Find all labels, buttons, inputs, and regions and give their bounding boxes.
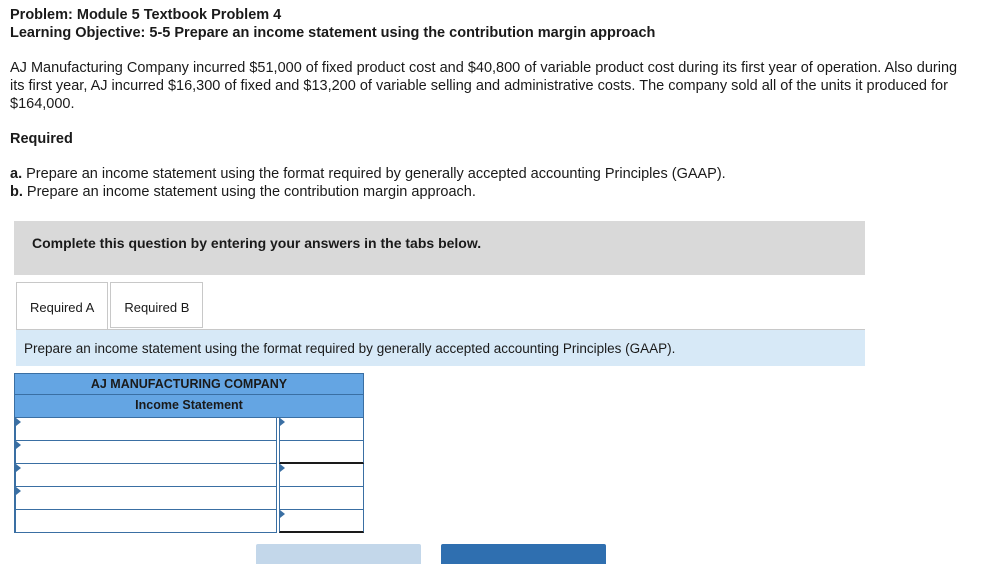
row-label-cell <box>14 510 277 533</box>
row-amount-cell <box>279 441 364 464</box>
tab-required-b[interactable]: Required B <box>110 282 203 328</box>
requirement-tabs <box>16 282 203 329</box>
row-label-cell <box>14 487 277 510</box>
next-tab-button[interactable] <box>441 544 606 564</box>
statement-row <box>14 487 364 510</box>
requirement-a <box>10 165 726 183</box>
required-heading: Required <box>10 131 73 147</box>
row-amount-input[interactable] <box>280 464 363 486</box>
learning-objective: Learning Objective: 5-5 Prepare an income statement using the contribution margin approach <box>10 25 656 41</box>
dropdown-marker-icon <box>16 418 21 426</box>
dropdown-marker-icon <box>280 464 285 472</box>
statement-title-header: Income Statement <box>14 395 364 418</box>
statement-row <box>14 464 364 487</box>
dropdown-marker-icon <box>280 510 285 518</box>
requirement-b <box>10 183 726 201</box>
row-amount-cell <box>279 418 364 441</box>
row-amount-input[interactable] <box>280 418 363 440</box>
requirements-list <box>10 165 726 201</box>
statement-row <box>14 510 364 533</box>
income-statement-table <box>14 373 364 533</box>
dropdown-marker-icon <box>16 487 21 495</box>
previous-tab-button[interactable] <box>256 544 421 564</box>
tab-required-a[interactable]: Required A <box>16 282 108 330</box>
requirement-b-text: Prepare an income statement using the contribution margin approach. <box>26 184 476 200</box>
row-amount-cell <box>279 487 364 510</box>
tab-instruction: Prepare an income statement using the format required by generally accepted accounting Principles (GAAP). <box>16 330 865 366</box>
statement-row <box>14 418 364 441</box>
requirement-b-letter: b. <box>10 184 23 200</box>
requirement-a-text: Prepare an income statement using the format required by generally accepted accounting Principles (GAAP). <box>26 166 726 182</box>
problem-header <box>10 6 655 42</box>
row-label-input[interactable] <box>16 441 276 463</box>
row-amount-cell <box>279 510 364 533</box>
dropdown-marker-icon <box>16 441 21 449</box>
row-label-input[interactable] <box>16 510 276 532</box>
row-amount-input[interactable] <box>280 510 363 531</box>
row-label-cell <box>14 418 277 441</box>
row-amount-cell <box>279 464 364 487</box>
row-amount-input[interactable] <box>280 487 363 509</box>
instructions-banner: Complete this question by entering your answers in the tabs below. <box>14 221 865 275</box>
row-label-input[interactable] <box>16 418 276 440</box>
dropdown-marker-icon <box>16 464 21 472</box>
row-label-cell <box>14 464 277 487</box>
requirement-a-letter: a. <box>10 166 23 182</box>
statement-row <box>14 441 364 464</box>
row-label-input[interactable] <box>16 487 276 509</box>
dropdown-marker-icon <box>280 418 285 426</box>
row-label-input[interactable] <box>16 464 276 486</box>
company-name-header: AJ MANUFACTURING COMPANY <box>14 373 364 395</box>
row-label-cell <box>14 441 277 464</box>
problem-description: AJ Manufacturing Company incurred $51,000 of fixed product cost and $40,800 of variable product cost during its first year of operation. Also during its first year, AJ incurred $16,300 of fixed and $13,200 of variable selling and administrative costs. The company sold all of the units it produced for $164,000. <box>10 60 958 112</box>
row-amount-input[interactable] <box>280 441 363 462</box>
problem-title: Problem: Module 5 Textbook Problem 4 <box>10 7 282 23</box>
